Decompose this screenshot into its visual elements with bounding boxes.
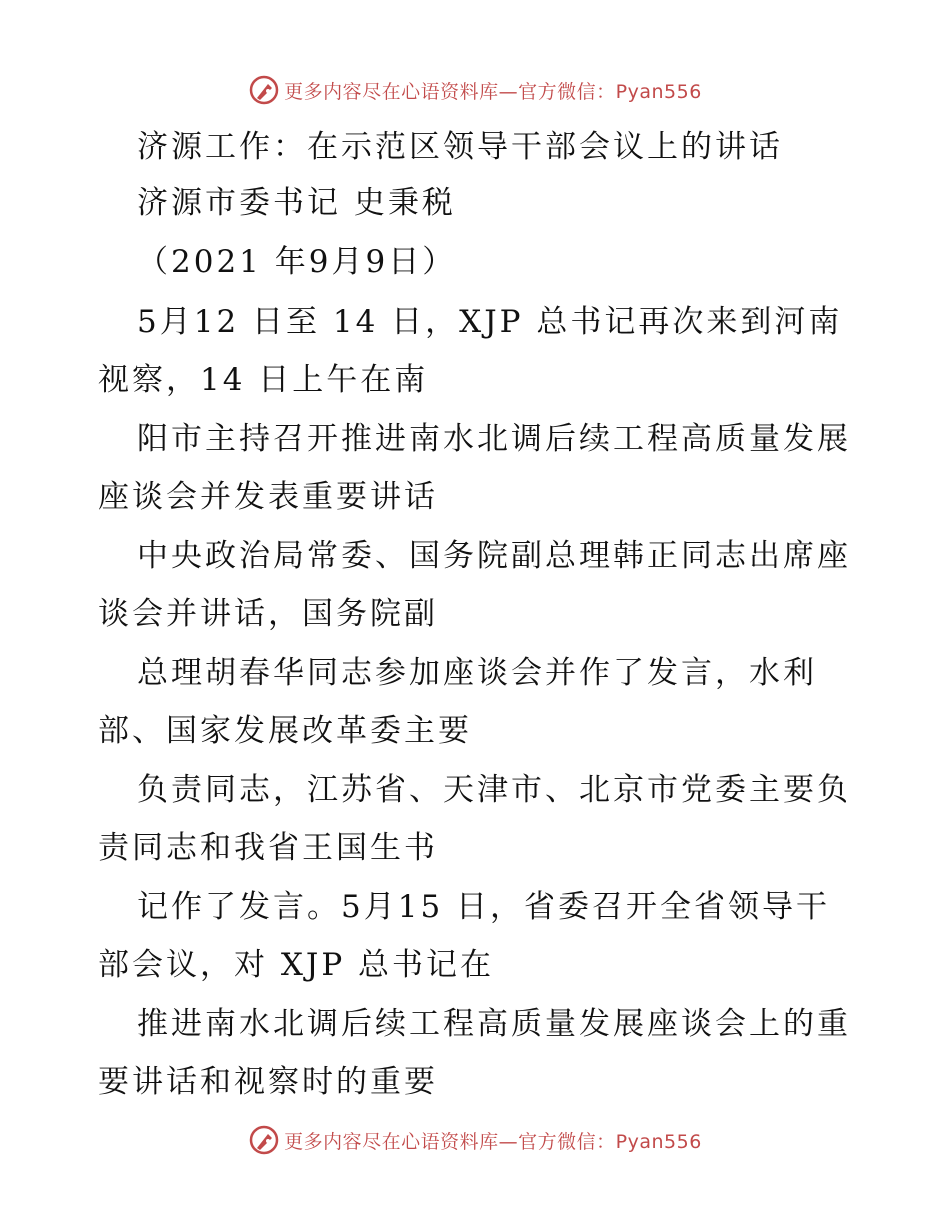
paragraph-line: 负责同志，江苏省、天津市、北京市党委主要负 <box>137 772 851 808</box>
paragraph-line: 5月12 日至 14 日，XJP 总书记再次来到河南 <box>137 304 843 340</box>
paragraph-line: 部、国家发展改革委主要 <box>98 713 472 749</box>
header-watermark-banner <box>0 70 950 110</box>
paragraph-line: 谈会并讲话，国务院副 <box>98 596 438 632</box>
date-line: （2021 年9月9日） <box>137 244 457 280</box>
paragraph-line: 座谈会并发表重要讲话 <box>98 479 438 515</box>
paragraph-line: 记作了发言。5月15 日，省委召开全省领导干 <box>137 889 831 925</box>
paragraph-line: 部会议，对 XJP 总书记在 <box>98 947 495 983</box>
pen-nib-logo-icon <box>248 1124 280 1156</box>
paragraph-line: 责同志和我省王国生书 <box>98 830 438 866</box>
paragraph-line: 中央政治局常委、国务院副总理韩正同志出席座 <box>137 538 851 574</box>
paragraph-line: 视察，14 日上午在南 <box>98 362 429 398</box>
paragraph-line: 推进南水北调后续工程高质量发展座谈会上的重 <box>137 1006 851 1042</box>
watermark-text: 更多内容尽在心语资料库—官方微信：Pyan556 <box>284 1130 702 1153</box>
paragraph-line: 总理胡春华同志参加座谈会并作了发言，水利 <box>137 655 817 691</box>
paragraph-line: 要讲话和视察时的重要 <box>98 1064 438 1100</box>
author-line: 济源市委书记 史秉税 <box>137 185 456 221</box>
footer-watermark-banner <box>0 1120 950 1160</box>
pen-nib-logo-icon <box>248 74 280 106</box>
document-title: 济源工作：在示范区领导干部会议上的讲话 <box>137 129 783 165</box>
paragraph-line: 阳市主持召开推进南水北调后续工程高质量发展 <box>137 421 851 457</box>
watermark-text: 更多内容尽在心语资料库—官方微信：Pyan556 <box>284 80 702 103</box>
